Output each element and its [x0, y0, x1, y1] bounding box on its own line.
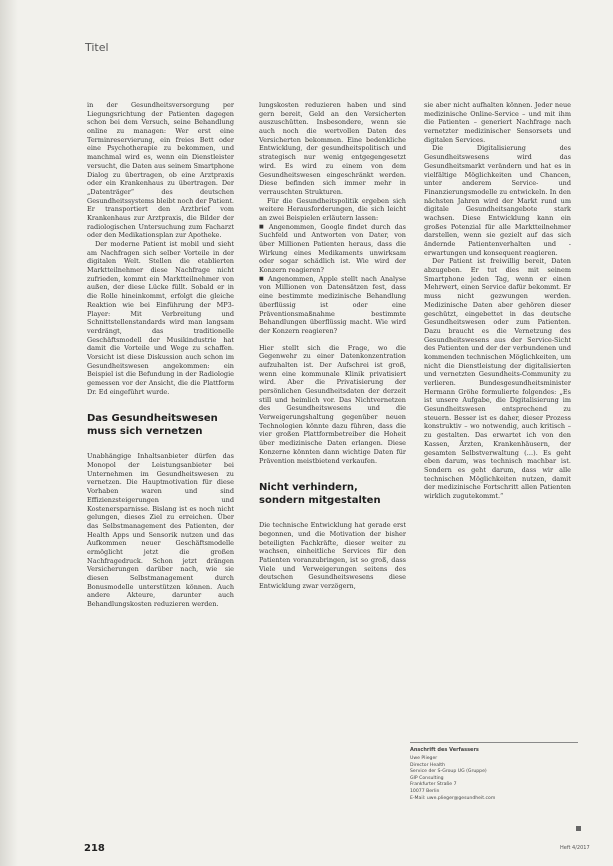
bullet-square-icon [259, 275, 268, 283]
page-edge-shadow [0, 0, 18, 866]
bullet-paragraph [259, 275, 406, 336]
section-heading: Das Gesundheitswesen muss sich vernetzen [87, 413, 218, 438]
bullet-paragraph [259, 223, 406, 275]
author-line: Frankfurter Straße 7 [410, 782, 457, 788]
text-column-1 [87, 101, 234, 609]
page-number: 218 [84, 843, 105, 854]
bullet-square-icon [259, 223, 269, 231]
body-paragraph: Die Digitalisierung des Gesundheitswesens wird das Gesundheitsmarkt verändern und hat es in vielfältige Möglichkeiten und Chancen, unter anderem Service- und Finanzierungsmodelle zu entwickeln. In den nächsten Jahren wird der Markt rund um digitale Gesundheitsangebote stark wachsen. Diese Entwicklung kann ein großes Potenzial für alle Marktteilnehmer darstellen, wenn sie gezielt auf das sich ändernde Patientenverhalten und -erwartungen und konsequent reagieren. [424, 144, 571, 257]
body-paragraph: Die technische Entwicklung hat gerade erst begonnen, und die Motivation der bisher beteiligten Fachkräfte, dieser weiter zu wachsen, einheitliche Services für den Patienten voranzubringen, ist so groß, dass Viele und Verweigerungen seitens des deutschen Gesundheitswesens diese Entwicklung zwar verzögern, [259, 521, 406, 590]
author-line: E-Mail: uwe.plieger@gesundheit.com [410, 795, 496, 801]
body-paragraph: Hier stellt sich die Frage, wo die Gegenwehr zu einer Datenkonzentration aufzuhalten ist. Der Aufschrei ist groß, wenn eine kommunale Klinik privatisiert wird. Aber die Privatisierung der persönlichen Gesundheitsdaten der derzeit still und heimlich vor. Das Nichtvernetzen des Gesundheitswesens und die Verweigerungshaltung gegenüber neuen Technologien könnte dazu führen, dass die vier großen Plattformbetreiber die Hoheit über medizinische Daten erlangen. Diese Konzerne könnten dann wichtige Daten für Prävention meistbietend verkaufen. [259, 343, 406, 465]
bullet-text: Angenommen, Google findet durch das Suchfeld und Antworten von Dater, von über Millionen Patienten heraus, dass die Wirkung eines Medikaments unwirksam oder sogar schädlich ist. Wie wird der Konzern reagieren? [259, 222, 407, 275]
author-address-box [410, 742, 578, 802]
section-heading: Nicht verhindern, sondern mitgestalten [259, 482, 381, 507]
author-line: 10077 Berlin [410, 788, 440, 794]
body-paragraph: Für die Gesundheitspolitik ergeben sich weitere Herausforderungen, die sich leicht an zwei Beispielen erläutern lassen: [259, 196, 406, 222]
body-paragraph: Unabhängige Inhaltsanbieter dürfen das Monopol der Leistungsanbieter bei Unternehmen im Gesundheitswesen zu vernetzen. Die Hauptmotivation für diese Vorhaben waren und sind Effizienzsteigerungen und Kostenersparnisse. Bislang ist es noch nicht gelungen, dieses Ziel zu erreichen. Über das Selbstmanagement des Patienten, der Health Apps und Sensorik nutzen und das Aufkommen neuer Geschäftsmodelle ermöglicht jetzt die großen Nachfragedruck. Schon jetzt drängen Versicherungen darüber nach, wie sie diesen Selbstmanagement durch Bonusmodelle unterstützen können. Auch andere Akteure, darunter auch Behandlungskosten reduzieren werden. [87, 452, 234, 609]
bullet-text: Angenommen, Apple stellt nach Analyse von Millionen von Datensätzen fest, dass eine bestimmte medizinische Behandlung überflüssig ist oder eine Präventionsmaßnahme bestimmte Behandlungen überflüssig macht. Wie wird der Konzern reagieren? [259, 274, 406, 335]
body-paragraph: in der Gesundheitsversorgung per Liegungsrichtung der Patienten dagegen schon bei dem Versuch, seine Behandlung online zu managen: Wer erst eine Terminreservierung, ein freies Bett oder eine Psychotherapie zu bekommen, und manchmal wird es, wenn ein Dienstleister versucht, die Daten aus seinem Smartphone Dialog zu übertragen, ob eine Arztpraxis oder ein Krankenhaus zu übertragen. Der „Datenträger“ des deutschen Gesundheitssystems bleibt noch der Patient. Er transportiert den Arztbrief vom Krankenhaus zur Arztpraxis, die Bilder der radiologischen Untersuchung zum Facharzt oder den Medikationsplan zur Apotheke. [87, 101, 234, 240]
author-line: Uwe Plieger [410, 756, 438, 761]
author-box-heading: Anschrift des Verfassers [410, 747, 479, 753]
body-paragraph: sie aber nicht aufhalten können. Jeder neue medizinische Online-Service – und mit ihm die Patienten – generiert Nachfrage nach vernetzter medizinischer Sensorsets und digitalen Services. [424, 101, 571, 144]
end-of-article-mark [576, 826, 581, 831]
issue-label: Heft 4/2017 [560, 845, 590, 851]
author-line: GIP Consulting [410, 775, 444, 781]
body-paragraph: Der Patient ist freiwillig bereit, Daten abzugeben. Er tut dies mit seinem Smartphone jeden Tag, wenn er einen Mehrwert, einen Service dafür bekommt. Er muss nicht gezwungen werden. Medizinische Daten aber gehören dieser geschützt, eingebettet in das deutsche Gesundheitswesen oder zum Patienten. Dazu braucht es die Vernetzung des Gesundheitswesens aus der Service-Sicht des Patienten und der der verbundenen und kommenden technischen Möglichkeiten, um nicht die Dienstleistung der digitalisierten und vernetzten Gesundheits-Community zu verlieren. Bundesgesundheitsminister Hermann Gröhe formulierte folgendes: „Es ist unsere Aufgabe, die Digitalisierung im Gesundheitswesen entsprechend zu steuern. Besser ist es daher, dieser Prozess konstruktiv – wo notwendig, auch kritisch – zu gestalten. Das erwartet ich von den Kassen, Ärzten, Krankenhäusern, der gesamten Selbstverwaltung (…). Es geht eben darum, was technisch machbar ist. Sondern es geht darum, dass wir alle technischen Möglichkeiten nutzen, damit der medizinische Fortschritt allen Patienten wirklich zugutekommt.“ [424, 257, 571, 500]
body-paragraph: lungskosten reduzieren haben und sind gern bereit, Geld an den Versicherten auszuschütten. Insbesondere, wenn sie auch noch die wertvollen Daten des Versicherten bekommen. Eine bedenkliche Entwicklung, der gesundheitspolitisch und strategisch nur wenig entgegengesetzt wird. Es wird zu einem von dem Gesundheitswesen eingeschränkt werden. Diese befinden sich immer mehr in verrauschten Strukturen. [259, 101, 406, 196]
text-column-2 [259, 101, 406, 591]
text-column-3 [424, 101, 571, 501]
author-line: Service der S-Group UG (Gruppe) [410, 769, 487, 775]
body-paragraph: Der moderne Patient ist mobil und sieht am Nachfragen sich selber Vorteile in der digitalen Welt. Stellen die etablierten Marktteilnehmer diese Nachfrage nicht zufrieden, kommt ein Marktteilnehmer von außen, der diese Lücke füllt. Sobald er in die Rolle hineinkommt, erfolgt die gleiche Reaktion wie bei Einführung der MP3-Player: Mit Verbreitung und Schnittstellenstandards wird man langsam verdrängt, das traditionelle Geschäftsmodell der Musikindustrie hat damit die Vorteile und Wege zu schaffen. Vorsicht ist diese Diskussion auch schon im Gesundheitswesen angekommen: ein Beispiel ist die Befundung in der Radiologie gemessen vor der Ansicht, die die Plattform Dr. Ed eingeführt wurde. [87, 240, 234, 396]
section-title: Titel [85, 41, 109, 54]
author-line: Director Health [410, 762, 445, 768]
